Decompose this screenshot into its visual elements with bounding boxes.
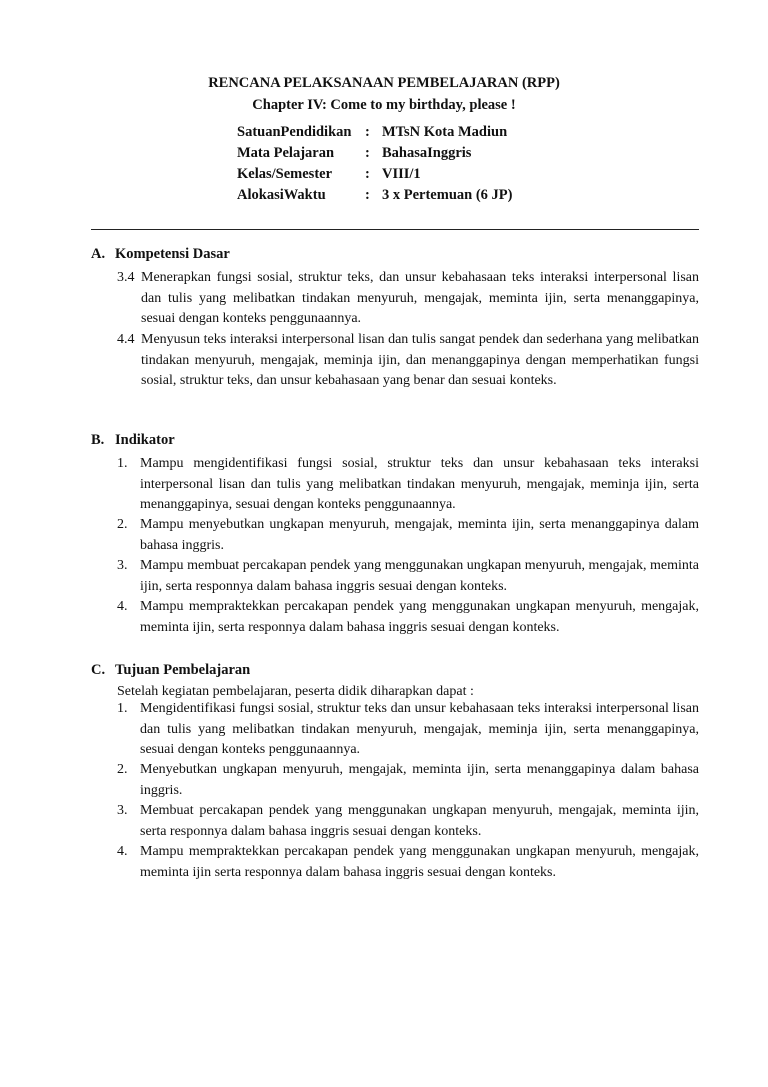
item-number: 4.4: [117, 332, 135, 347]
item-text: Mampu membuat percakapan pendek yang menggunakan ungkapan menyuruh, mengajak, meminta ijin, serta responnya dalam bahasa inggris sesuai dengan konteks.: [140, 558, 699, 594]
item-text: Membuat percakapan pendek yang menggunakan ungkapan menyuruh, mengajak, meminta ijin, serta responnya dalam bahasa inggris sesuai dengan konteks.: [140, 803, 699, 839]
item-number: 3.4: [117, 270, 135, 285]
meta-label: Mata Pelajaran: [237, 145, 335, 161]
identity-table: [237, 122, 512, 206]
meta-row-alokasi: [237, 185, 512, 206]
list-item: [117, 515, 699, 556]
item-number: 1.: [117, 701, 128, 716]
document-title: RENCANA PELAKSANAAN PEMBELAJARAN (RPP): [208, 75, 560, 91]
list-item: [117, 760, 699, 801]
meta-value: MTsN Kota Madiun: [382, 124, 508, 140]
item-text: Mengidentifikasi fungsi sosial, struktur teks dan unsur kebahasaan teks interaksi interpersonal lisan dan tulis yang melibatkan tindakan menyuruh, mengajak, meminja ijin, serta menanggapinya, sesuai dengan konteks penggunaannya.: [140, 701, 699, 758]
item-text: Mampu mempraktekkan percakapan pendek yang menggunakan ungkapan menyuruh, mengajak, meminta ijin, serta responnya dalam bahasa inggris sesuai dengan konteks.: [140, 599, 699, 635]
item-text: Mampu mempraktekkan percakapan pendek yang menggunakan ungkapan menyuruh, mengajak, meminta ijin serta responnya dalam bahasa inggris sesuai dengan konteks.: [140, 844, 699, 880]
section-heading-tujuan: [91, 662, 250, 679]
section-heading-indikator: [91, 432, 175, 449]
list-item: [117, 454, 699, 516]
item-number: 3.: [117, 803, 128, 818]
list-item: [117, 268, 699, 330]
meta-value: VIII/1: [382, 166, 421, 182]
section-title: Tujuan Pembelajaran: [115, 662, 251, 678]
item-number: 2.: [117, 517, 128, 532]
item-number: 4.: [117, 599, 128, 614]
item-text: Menerapkan fungsi sosial, struktur teks, dan unsur kebahasaan teks interaksi interpersonal lisan dan tulis yang melibatkan tindakan menyuruh, mengajak, meminta ijin, serta menanggapinya, sesuai dengan konteks penggunaannya.: [141, 270, 699, 327]
meta-label: AlokasiWaktu: [237, 187, 326, 203]
meta-row-mapel: [237, 143, 512, 164]
section-title: Indikator: [115, 432, 175, 448]
meta-label: SatuanPendidikan: [237, 124, 352, 140]
header-divider: [91, 229, 699, 230]
list-item: [117, 330, 699, 392]
list-item: [117, 801, 699, 842]
meta-value: 3 x Pertemuan (6 JP): [382, 187, 513, 203]
item-text: Menyusun teks interaksi interpersonal lisan dan tulis sangat pendek dan sederhana yang melibatkan tindakan menyuruh, mengajak, meminja ijin, dan menanggapinya dengan memperhatikan fungsi sosial, struktur teks, dan unsur kebahasaan yang benar dan sesuai konteks.: [141, 332, 699, 389]
meta-value: BahasaInggris: [382, 145, 472, 161]
document-subtitle: Chapter IV: Come to my birthday, please !: [252, 97, 516, 113]
meta-colon: :: [365, 187, 370, 203]
list-item: [117, 556, 699, 597]
item-number: 1.: [117, 456, 128, 471]
list-item: [117, 842, 699, 883]
item-text: Mampu menyebutkan ungkapan menyuruh, mengajak, meminta ijin, serta menanggapinya dalam bahasa inggris.: [140, 517, 699, 553]
section-letter: B.: [91, 432, 105, 448]
item-number: 4.: [117, 844, 128, 859]
meta-row-satuan: [237, 122, 512, 143]
meta-row-kelas: [237, 164, 512, 185]
section-intro: Setelah kegiatan pembelajaran, peserta didik diharapkan dapat :: [117, 684, 474, 699]
item-number: 3.: [117, 558, 128, 573]
meta-colon: :: [365, 166, 370, 182]
item-text: Menyebutkan ungkapan menyuruh, mengajak, meminta ijin, serta menanggapinya dalam bahasa inggris.: [140, 762, 699, 798]
list-item: [117, 699, 699, 761]
section-letter: C.: [91, 662, 106, 678]
section-title: Kompetensi Dasar: [115, 246, 230, 262]
item-text: Mampu mengidentifikasi fungsi sosial, struktur teks dan unsur kebahasaan teks interaksi interpersonal lisan dan tulis yang melibatkan tindakan menyuruh, mengajak, meminja ijin, serta menanggapinya, sesuai dengan konteks penggunaannya.: [140, 456, 699, 513]
meta-colon: :: [365, 145, 370, 161]
meta-label: Kelas/Semester: [237, 166, 333, 182]
item-number: 2.: [117, 762, 128, 777]
section-heading-kompetensi: [91, 246, 230, 263]
section-letter: A.: [91, 246, 106, 262]
list-item: [117, 597, 699, 638]
meta-colon: :: [365, 124, 370, 140]
